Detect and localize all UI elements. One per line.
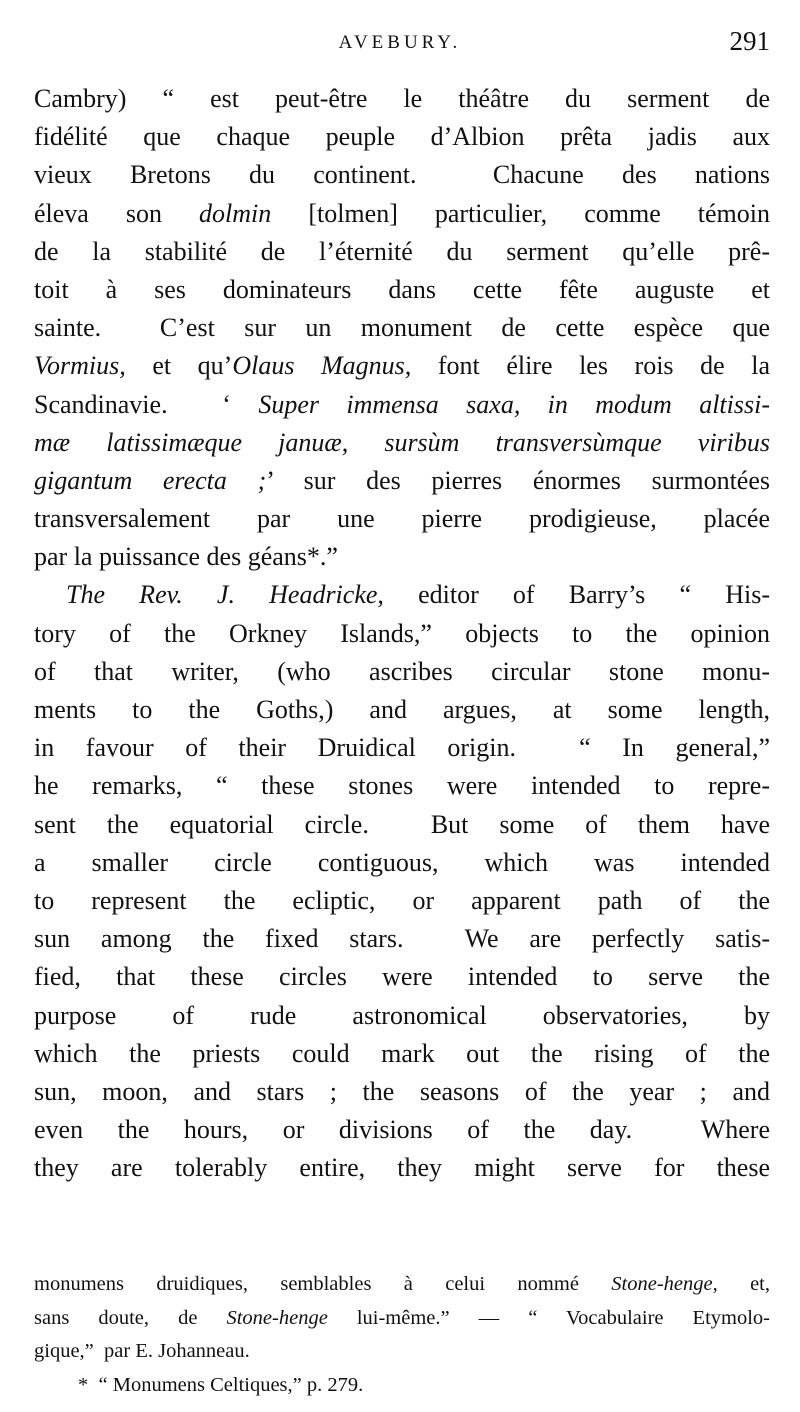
text-run: of that writer, (who ascribes circular stone monu-: [34, 656, 770, 686]
text-run: sainte. C’est sur un monument de cette espèce que: [34, 313, 770, 343]
running-head: [0, 26, 800, 60]
text-line: [34, 653, 770, 691]
italic-text: Vormius,: [34, 351, 126, 381]
text-run: he remarks, “ these stones were intended to repre-: [34, 771, 770, 801]
text-run: fidélité que chaque peuple d’Albion prêta jadis aux: [34, 122, 770, 152]
text-line: [34, 806, 770, 844]
text-line: [34, 576, 770, 614]
text-line: [34, 767, 770, 805]
text-run: éleva son: [34, 198, 200, 228]
text-run: purpose of rude astronomical observatories, by: [34, 1000, 770, 1030]
text-line: [34, 500, 770, 538]
text-run: in favour of their Druidical origin. “ In general,”: [34, 733, 770, 763]
text-run: [tolmen] particulier, comme témoin: [271, 198, 770, 228]
footnote-line: [34, 1335, 770, 1369]
italic-text: Stone-henge: [611, 1273, 713, 1295]
text-line: [34, 1035, 770, 1073]
text-line: [34, 538, 770, 576]
text-line: [34, 958, 770, 996]
text-run: gique,” par E. Johanneau.: [34, 1340, 250, 1362]
text-run: par la puissance des géans*.”: [34, 542, 338, 572]
text-line: [34, 1149, 770, 1187]
text-run: , et,: [712, 1273, 771, 1295]
text-line: [34, 1073, 770, 1111]
body-text: [34, 80, 770, 1187]
text-run: monumens druidiques, semblables à celui nommé: [34, 1273, 612, 1295]
italic-text: The Rev. J. Headricke,: [66, 580, 384, 610]
text-line: [34, 615, 770, 653]
running-title: AVEBURY.: [338, 32, 462, 53]
text-line: [34, 271, 770, 309]
text-line: [34, 920, 770, 958]
text-line: [34, 882, 770, 920]
text-run: ments to the Goths,) and argues, at some length,: [34, 695, 770, 724]
text-run: sun, moon, and stars ; the seasons of the year ; and: [34, 1076, 770, 1106]
text-line: [34, 309, 770, 347]
text-run: toit à ses dominateurs dans cette fête auguste et: [34, 274, 770, 304]
text-line: [34, 156, 770, 194]
text-line: [34, 233, 770, 271]
text-run: sun among the fixed stars. We are perfectly satis-: [34, 924, 770, 954]
italic-text: gigantum erecta ;: [34, 465, 267, 495]
text-line: [34, 386, 770, 424]
text-run: * “ Monumens Celtiques,” p. 279.: [78, 1373, 364, 1396]
text-run: Scandinavie. ‘: [34, 389, 259, 419]
text-line: [34, 195, 770, 233]
text-line: [34, 347, 770, 385]
italic-text: dolmin: [199, 198, 272, 228]
text-run: tory of the Orkney Islands,” objects to the opinion: [34, 618, 770, 648]
italic-text: mæ latissimæque januæ, sursùm transversùmque viribus: [34, 427, 770, 457]
text-line: [34, 424, 770, 462]
text-run: to represent the ecliptic, or apparent path of the: [34, 885, 770, 915]
footnote-line: [34, 1302, 770, 1336]
text-run: they are tolerably entire, they might serve for these: [34, 1153, 770, 1183]
text-run: even the hours, or divisions of the day. Where: [34, 1115, 770, 1145]
text-run: sans doute, de: [34, 1306, 227, 1329]
page-number: 291: [729, 26, 770, 56]
text-run: sent the equatorial circle. But some of them have: [34, 809, 770, 839]
text-line: [34, 691, 770, 729]
text-line: [34, 997, 770, 1035]
text-run: transversalement par une pierre prodigieuse, placée: [34, 504, 770, 534]
text-run: a smaller circle contiguous, which was intended: [34, 847, 770, 877]
italic-text: Olaus Magnus,: [232, 351, 412, 381]
text-run: vieux Bretons du continent. Chacune des nations: [34, 160, 770, 190]
text-run: ’ sur des pierres énormes surmontées: [266, 465, 770, 495]
text-run: which the priests could mark out the rising of the: [34, 1038, 770, 1068]
text-line: [34, 844, 770, 882]
text-run: editor of Barry’s “ His-: [383, 580, 770, 610]
text-run: font élire les rois de la: [411, 351, 770, 381]
text-run: et qu’: [125, 351, 233, 381]
text-line: [34, 80, 770, 118]
text-run: lui-même.” — “ Vocabulaire Etymolo-: [327, 1306, 770, 1329]
italic-text: Stone-henge: [226, 1306, 328, 1329]
footnote-line: [34, 1369, 770, 1403]
text-line: [34, 118, 770, 156]
footnote-line: [34, 1268, 770, 1302]
text-line: [34, 462, 770, 500]
text-line: [34, 729, 770, 767]
text-line: [34, 1111, 770, 1149]
text-run: de la stabilité de l’éternité du serment qu’elle prê-: [34, 236, 770, 266]
text-run: Cambry) “ est peut-être le théâtre du serment de: [34, 84, 770, 113]
italic-text: Super immensa saxa, in modum altissi-: [258, 389, 770, 419]
text-run: fied, that these circles were intended to serve the: [34, 962, 770, 992]
footnotes: [34, 1268, 770, 1402]
